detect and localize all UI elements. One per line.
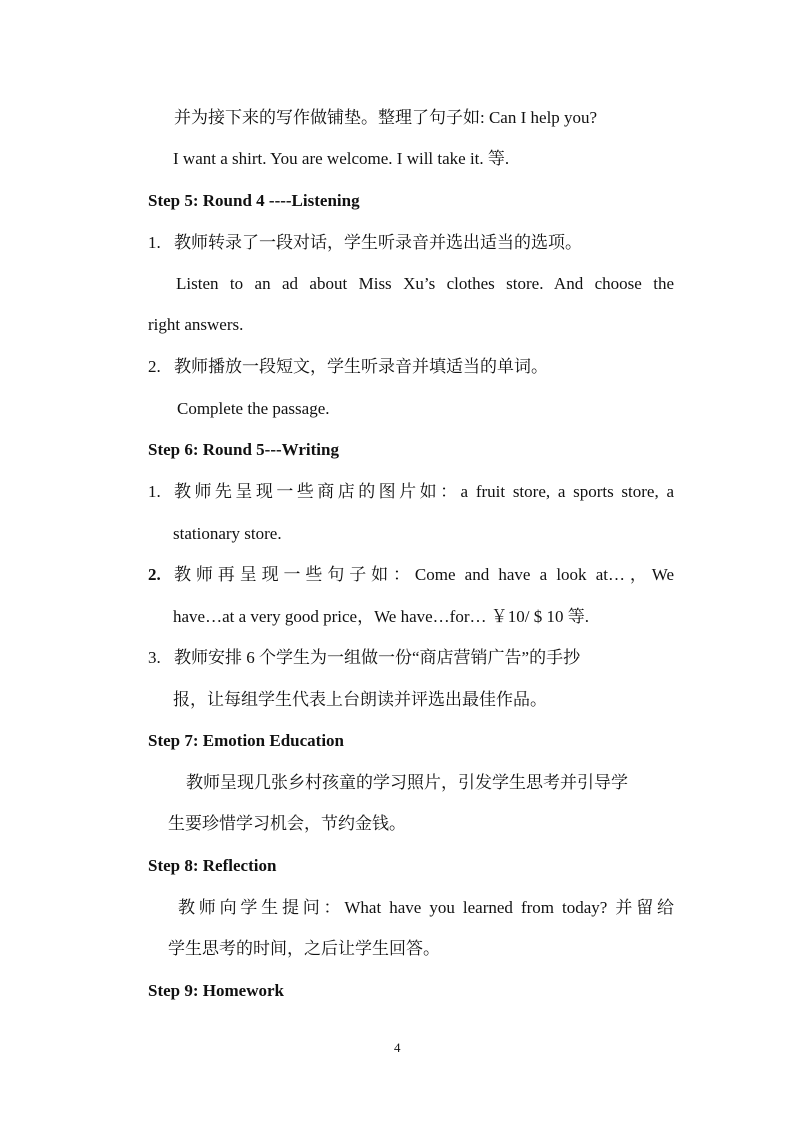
- paragraph-line: 生要珍惜学习机会，节约金钱。: [168, 814, 406, 833]
- step7-heading: Step 7: Emotion Education: [148, 731, 344, 750]
- paragraph-line: right answers.: [148, 315, 244, 334]
- paragraph-line: 报，让每组学生代表上台朗读并评选出最佳作品。: [173, 690, 547, 709]
- step8-heading: Step 8: Reflection: [148, 856, 277, 875]
- paragraph-line: 并为接下来的写作做铺垫。整理了句子如: Can I help you?: [174, 108, 598, 127]
- list-item-text: 教师先呈现一些商店的图片如：a fruit store, a sports store, a: [174, 482, 674, 501]
- list-number: 1.: [148, 233, 161, 252]
- paragraph-line: 教师呈现几张乡村孩童的学习照片，引发学生思考并引导学: [186, 773, 628, 792]
- list-number: 2.: [148, 357, 161, 376]
- step5-heading: Step 5: Round 4 ----Listening: [148, 191, 360, 210]
- list-number: 3.: [148, 648, 161, 667]
- paragraph-line: Listen to an ad about Miss Xu’s clothes store. And choose the: [176, 274, 674, 293]
- list-item-text: 教师再呈现一些句子如：Come and have a look at…，We: [174, 565, 674, 584]
- list-number: 1.: [148, 482, 161, 501]
- list-item-text: 教师安排 6 个学生为一组做一份“商店营销广告”的手抄: [174, 648, 581, 667]
- step6-heading: Step 6: Round 5---Writing: [148, 440, 339, 459]
- list-item-text: 教师播放一段短文，学生听录音并填适当的单词。: [174, 357, 548, 376]
- paragraph-line: stationary store.: [173, 524, 282, 543]
- list-number: 2.: [148, 565, 161, 584]
- paragraph-line: Complete the passage.: [177, 399, 330, 418]
- paragraph-line: have…at a very good price，We have…for… ￥10/ $ 10 等.: [173, 607, 589, 626]
- paragraph-line: 学生思考的时间，之后让学生回答。: [168, 939, 440, 958]
- paragraph-line: I want a shirt. You are welcome. I will take it. 等.: [173, 149, 510, 168]
- paragraph-line: 教师向学生提问：What have you learned from today? 并留给: [178, 898, 674, 917]
- list-item-text: 教师转录了一段对话，学生听录音并选出适当的选项。: [174, 233, 582, 252]
- step9-heading: Step 9: Homework: [148, 981, 284, 1000]
- page-number: 4: [394, 1040, 401, 1055]
